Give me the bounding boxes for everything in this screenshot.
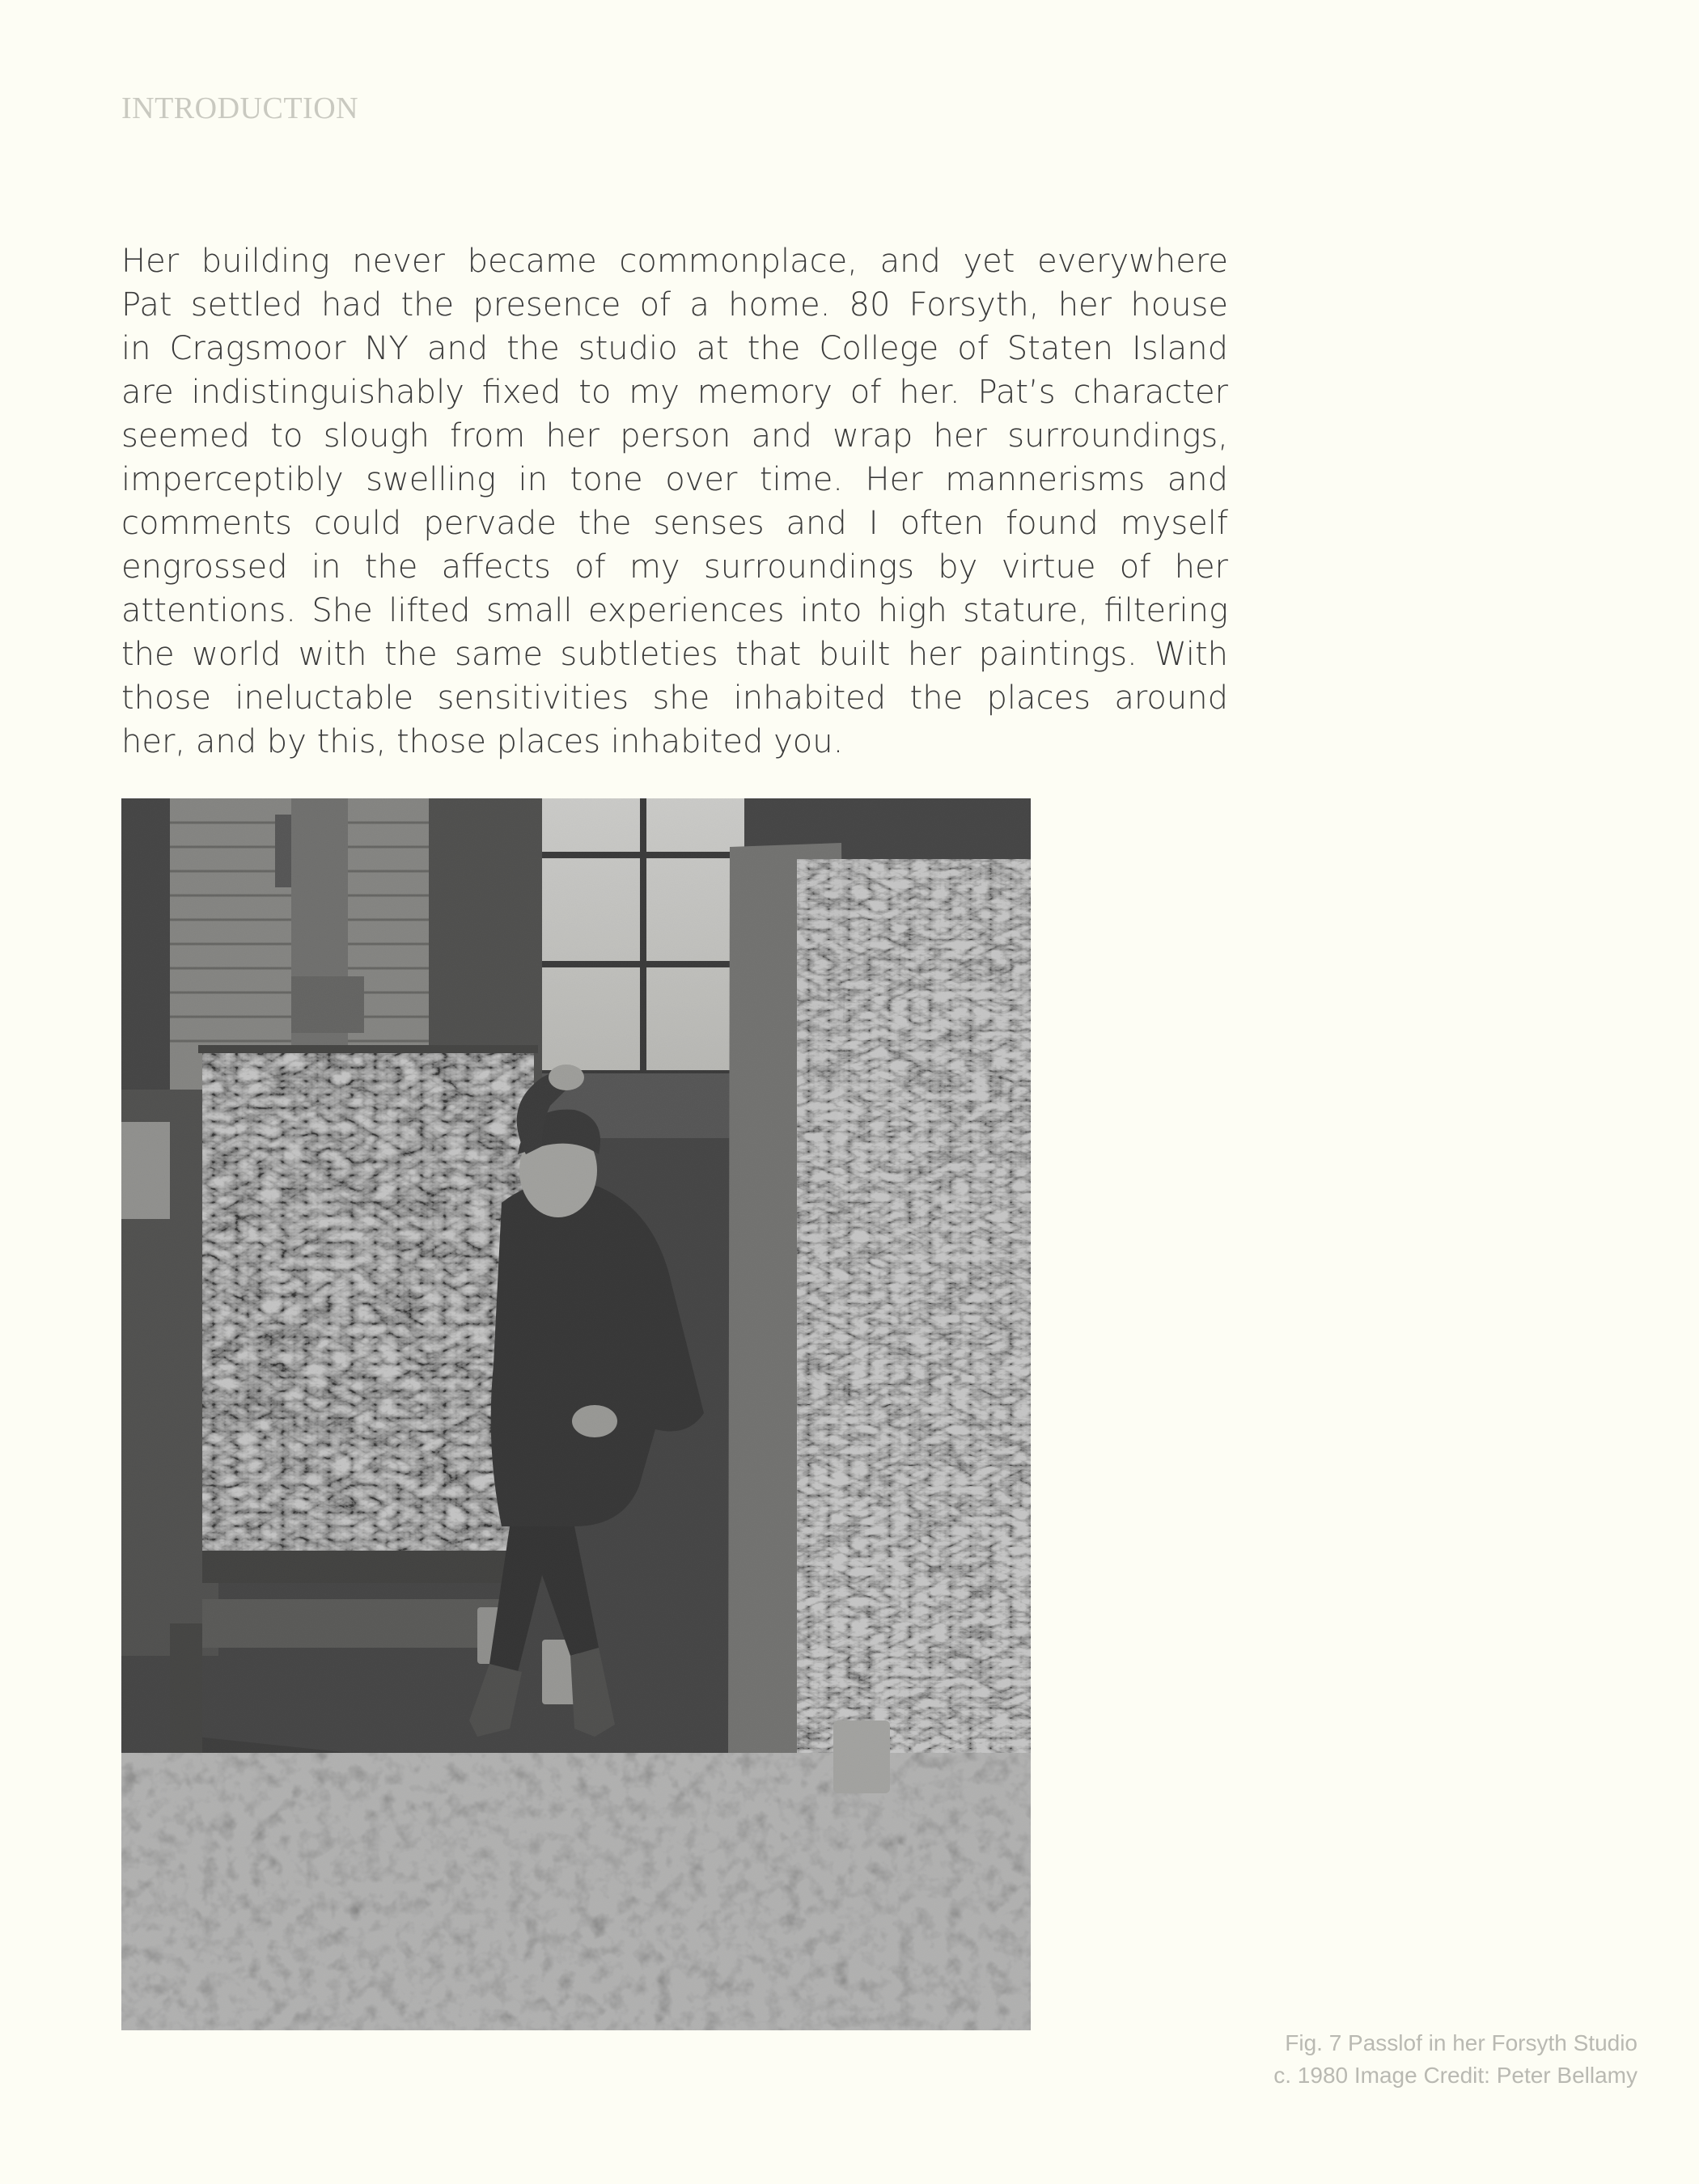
paragraph-line: engrossed in the affects of my surroundings by virtue of her — [121, 548, 1228, 586]
paragraph-line: seemed to slough from her person and wrap her surroundings, — [121, 417, 1228, 455]
paragraph-line: are indistinguishably fixed to my memory of her. Pat’s character — [121, 374, 1228, 411]
paragraph-line: in Cragsmoor NY and the studio at the College of Staten Island — [121, 330, 1228, 367]
caption-line: Fig. 7 Passlof in her Forsyth Studio — [1285, 2030, 1638, 2055]
paragraph-line: comments could pervade the senses and I often found myself — [121, 505, 1228, 542]
studio-photograph — [121, 798, 1031, 2030]
caption-line: c. 1980 Image Credit: Peter Bellamy — [1273, 2063, 1638, 2088]
paragraph-line: attentions. She lifted small experiences into high stature, filtering — [121, 592, 1228, 629]
paragraph-line: the world with the same subtleties that built her paintings. With — [121, 636, 1228, 673]
body-paragraph — [121, 239, 1228, 764]
section-header: INTRODUCTION — [121, 91, 359, 125]
figure-caption — [1273, 2027, 1638, 2092]
paragraph-line: those ineluctable sensitivities she inhabited the places around — [121, 679, 1228, 717]
paragraph-line: Her building never became commonplace, and yet everywhere — [121, 243, 1228, 280]
paragraph-line: Pat settled had the presence of a home. 80 Forsyth, her house — [121, 286, 1228, 324]
paragraph-line: her, and by this, those places inhabited you. — [121, 723, 844, 760]
paragraph-line: imperceptibly swelling in tone over time. Her mannerisms and — [121, 461, 1228, 498]
